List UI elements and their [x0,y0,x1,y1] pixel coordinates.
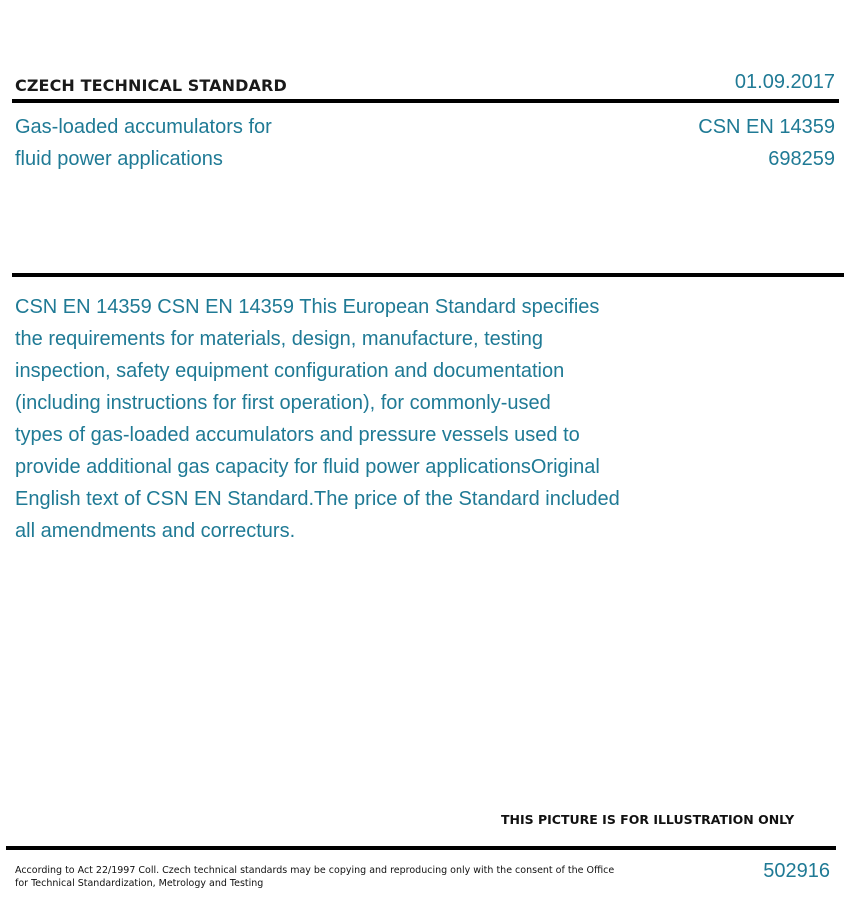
legal-notice-line: According to Act 22/1997 Coll. Czech technical standards may be copying and reproducing only with the consent of the Office [15,865,615,876]
header-divider [12,99,839,103]
description-line: provide additional gas capacity for fluid power applicationsOriginal [15,456,600,478]
standard-title-line-2: fluid power applications [15,148,223,170]
description-line: (including instructions for first operation), for commonly-used [15,392,551,414]
section-divider [12,273,844,277]
legal-notice-line: for Technical Standardization, Metrology and Testing [15,878,264,889]
description-line: types of gas-loaded accumulators and pressure vessels used to [15,424,580,446]
publication-date: 01.09.2017 [734,71,835,93]
description-line: CSN EN 14359 CSN EN 14359 This European Standard specifies [15,296,600,318]
description-line: the requirements for materials, design, manufacture, testing [15,328,544,350]
standard-description [15,291,680,547]
description-line: English text of CSN EN Standard.The price of the Standard included [15,488,620,510]
legal-notice [15,864,614,890]
standard-title-line-1: Gas-loaded accumulators for [15,116,272,138]
footer-code: 502916 [763,860,830,882]
description-line: inspection, safety equipment configuration and documentation [15,360,565,382]
catalog-number: 698259 [768,148,835,170]
standard-number: CSN EN 14359 [698,116,835,138]
description-line: all amendments and correcturs. [15,520,296,542]
standard-type-label: CZECH TECHNICAL STANDARD [15,76,287,95]
illustration-disclaimer: THIS PICTURE IS FOR ILLUSTRATION ONLY [501,812,795,827]
footer-divider [6,846,836,850]
